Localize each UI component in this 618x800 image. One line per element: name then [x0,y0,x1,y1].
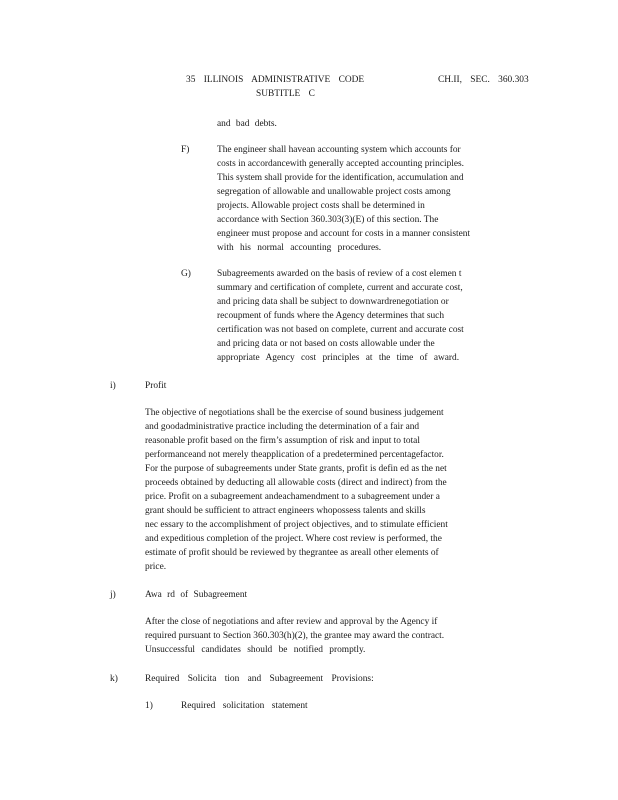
item-f-paragraph [217,143,534,255]
text-line: The objective of negotiations shall be the exercise of sound business judgement [145,408,444,418]
text-line: reasonable profit based on the firm’s assumption of risk and input to total [145,436,420,446]
section-j-paragraph [145,615,525,657]
text-line: segregation of allowable and unallowable project costs among [217,187,451,197]
item-g-paragraph [217,267,534,365]
continued-fragment: and bad debts. [217,119,277,129]
text-line: price. [145,562,167,572]
subitem-marker-1: 1) [145,701,153,711]
subitem-solicitation-statement: Required solicitation statement [181,701,308,711]
text-line: nec essary to the accomplishment of project objectives, and to stimulate efficient [145,520,448,530]
section-marker-j: j) [110,590,116,600]
text-line: and pricing data or not based on costs allowable under the [217,339,435,349]
text-line: appropriate Agency cost principles at the time of award. [217,353,460,363]
text-line: with his normal accounting procedures. [217,243,382,253]
text-line: costs in accordancewith generally accepted accounting principles. [217,159,465,169]
section-heading-profit: Profit [145,381,167,391]
text-line: certification was not based on complete, current and accurate cost [217,325,464,335]
text-line: accordance with Section 360.303(3)(E) of this section. The [217,215,439,225]
header-subtitle: SUBTITLE C [256,89,315,99]
header-section-ref: CH.II, SEC. 360.303 [438,75,529,85]
section-marker-k: k) [110,674,118,684]
header-code-title: 35 ILLINOIS ADMINISTRATIVE CODE [186,75,365,85]
section-marker-i: i) [110,381,116,391]
section-i-paragraph [145,406,532,574]
text-line: For the purpose of subagreements under State grants, profit is defin ed as the net [145,464,447,474]
text-line: Unsuccessful candidates should be notified promptly. [145,645,366,655]
text-line: This system shall provide for the identification, accumulation and [217,173,464,183]
text-line: engineer must propose and account for costs in a manner consistent [217,229,471,239]
item-marker-g: G) [181,269,191,279]
text-line: After the close of negotiations and after review and approval by the Agency if [145,617,438,627]
text-line: projects. Allowable project costs shall be determined in [217,201,425,211]
text-line: and pricing data shall be subject to downwardrenegotiation or [217,297,449,307]
text-line: recoupment of funds where the Agency determines that such [217,311,445,321]
text-line: summary and certification of complete, current and accurate cost, [217,283,463,293]
text-line: and goodadministrative practice including the determination of a fair and [145,422,420,432]
text-line: The engineer shall havean accounting system which accounts for [217,145,461,155]
text-line: required pursuant to Section 360.303(h)(2), the grantee may award the contract. [145,631,445,641]
text-line: and expeditious completion of the project. Where cost review is performed, the [145,534,442,544]
text-line: grant should be sufficient to attract engineers whopossess talents and skills [145,506,426,516]
text-line: proceeds obtained by deducting all allowable costs (direct and indirect) from the [145,478,447,488]
text-line: price. Profit on a subagreement andeachamendment to a subagreement under a [145,492,440,502]
text-line: performanceand not merely theapplication of a predetermined percentagefactor. [145,450,444,460]
text-line: Subagreements awarded on the basis of review of a cost elemen t [217,269,462,279]
section-heading-award: Awa rd of Subagreement [145,590,248,600]
section-heading-solicitation: Required Solicita tion and Subagreement Provisions: [145,674,374,684]
item-marker-f: F) [181,145,190,155]
text-line: estimate of profit should be reviewed by thegrantee as areall other elements of [145,548,439,558]
